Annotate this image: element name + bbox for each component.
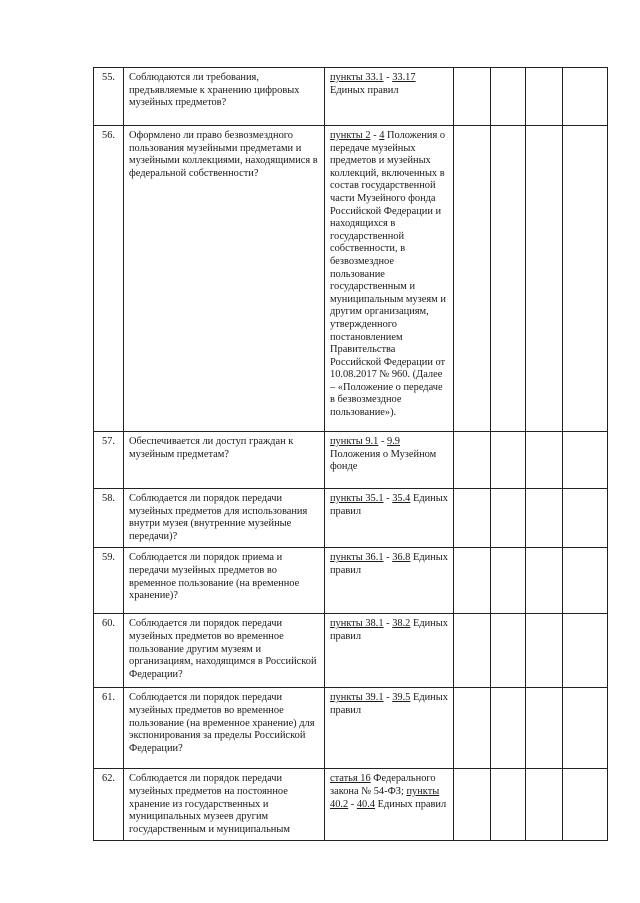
table-row [94,769,608,841]
reference-text: Федерального закона № 54-ФЗ; [330,773,436,797]
answer-cell [491,769,526,841]
reference-text: - [383,493,393,504]
answer-cell [526,68,563,126]
reference-link: 40.4 [356,798,376,810]
question-text: Соблюдается ли порядок приема и передачи музейных предметов во временное пользование (на временное хранение)? [124,548,325,614]
reference-link: пункты 40.2 [330,785,440,810]
answer-cell [526,126,563,432]
reference-text: Единых правил [330,84,399,96]
legal-reference [325,688,454,769]
reference-link: 9.9 [387,436,400,447]
answer-cell [454,126,491,432]
reference-link: пункты 9.1 [330,436,379,447]
answer-cell [563,126,608,432]
row-number: 60. [94,614,124,688]
reference-link: 33.17 [392,72,416,83]
table-row [94,432,608,489]
reference-link: 35.4 [392,493,411,504]
reference-text: Единых правил [330,618,448,642]
reference-text: Положения о Музейном фонде [330,448,437,473]
reference-link: пункты 33.1 [330,72,384,83]
row-number: 61. [94,688,124,769]
reference-link: пункты 39.1 [330,692,384,704]
answer-cell [491,688,526,769]
answer-cell [454,688,491,769]
legal-reference [325,489,454,548]
answer-cell [526,548,563,614]
reference-text: - [383,692,393,704]
answer-cell [563,614,608,688]
table-row [94,126,608,432]
row-number: 56. [94,126,124,432]
answer-cell [454,614,491,688]
reference-link: статья 16 [330,773,371,785]
row-number: 57. [94,432,124,489]
table-row [94,489,608,548]
question-text: Оформлено ли право безвозмездного пользования музейными предметами и музейными коллекциями, находящимися в федеральной собственности? [124,126,325,432]
reference-link: 38.2 [392,618,411,630]
table-row [94,688,608,769]
answer-cell [526,614,563,688]
reference-link: пункты 2 [330,130,371,141]
reference-text: - [383,72,393,83]
answer-cell [454,769,491,841]
answer-cell [491,126,526,432]
answer-cell [563,489,608,548]
reference-text: Единых правил [330,552,448,576]
answer-cell [491,68,526,126]
legal-reference [325,614,454,688]
question-text: Соблюдается ли порядок передачи музейных предметов на постоянное хранение из государственных и муниципальных музеев другим государственным и муниципальным [124,769,325,841]
row-number: 62. [94,769,124,841]
reference-text: Единых правил [330,493,448,517]
answer-cell [491,489,526,548]
reference-link: пункты 38.1 [330,618,384,630]
reference-link: 36.8 [392,552,411,564]
question-text: Соблюдается ли порядок передачи музейных предметов во временное пользование (на временное хранение) для экспонирования за пределы Российской Федерации? [124,688,325,769]
answer-cell [526,432,563,489]
reference-text: Единых правил [330,692,448,716]
checklist-table [93,67,608,841]
reference-text: - [348,798,357,810]
reference-link: 4 [379,130,385,141]
row-number: 55. [94,68,124,126]
table-row [94,548,608,614]
reference-text: - [370,130,380,141]
answer-cell [526,489,563,548]
table-row [94,68,608,126]
question-text: Соблюдаются ли требования, предъявляемые к хранению цифровых музейных предметов? [124,68,325,126]
answer-cell [563,769,608,841]
answer-cell [454,432,491,489]
reference-text: - [378,436,387,447]
reference-link: 39.5 [392,692,411,704]
answer-cell [491,432,526,489]
answer-cell [563,432,608,489]
answer-cell [454,68,491,126]
table-row [94,614,608,688]
row-number: 58. [94,489,124,548]
answer-cell [526,688,563,769]
reference-link: пункты 36.1 [330,552,384,564]
reference-text: Единых правил [375,798,447,810]
answer-cell [563,68,608,126]
answer-cell [454,548,491,614]
reference-text: - [383,618,393,630]
question-text: Обеспечивается ли доступ граждан к музейным предметам? [124,432,325,489]
answer-cell [491,548,526,614]
checklist-body [94,68,608,841]
legal-reference [325,68,454,126]
legal-reference [325,126,454,432]
legal-reference [325,548,454,614]
answer-cell [454,489,491,548]
legal-reference [325,769,454,841]
reference-link: пункты 35.1 [330,493,384,504]
question-text: Соблюдается ли порядок передачи музейных предметов во временное пользование другим музеям и организациям, находящимся в Российской Федерации? [124,614,325,688]
answer-cell [491,614,526,688]
reference-text: - [383,552,393,564]
row-number: 59. [94,548,124,614]
question-text: Соблюдается ли порядок передачи музейных предметов для использования внутри музея (внутренние музейные передачи)? [124,489,325,548]
legal-reference [325,432,454,489]
answer-cell [526,769,563,841]
answer-cell [563,548,608,614]
answer-cell [563,688,608,769]
reference-text: Положения о передаче музейных предметов и музейных коллекций, включенных в состав государственной части Музейного фонда Российской Федерации и находящихся в государственной собственности, в безвозмездное пользование государственным и муниципальным музеям и другим организациям, утвержденного постановлением Правительства Российской Федерации от 10.08.2017 № 960. (Далее – «Положение о передаче в безвозмездное пользование»). [330,130,446,419]
